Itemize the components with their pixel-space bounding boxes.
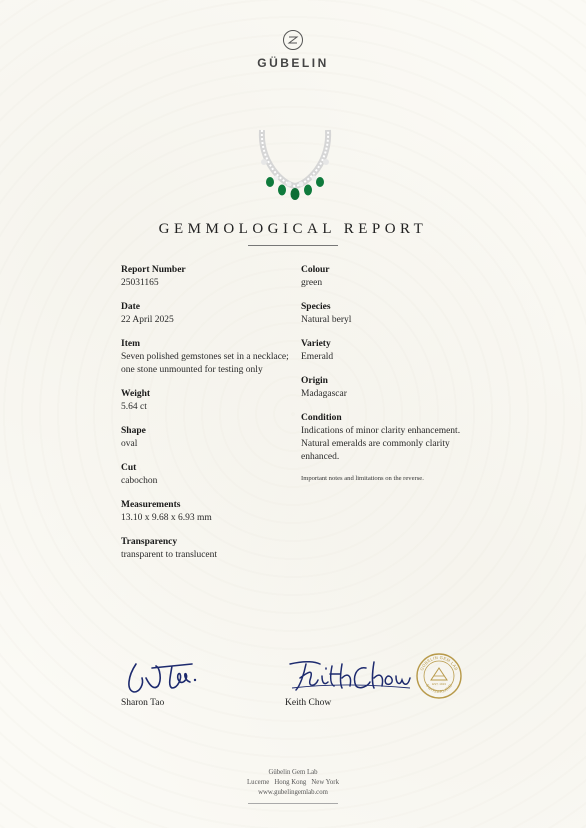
field-value: oval	[121, 439, 138, 449]
signer-name-tao: Sharon Tao	[121, 698, 165, 708]
field-value: Emerald	[301, 352, 334, 362]
field-transparency	[121, 536, 291, 562]
left-details-column	[121, 264, 291, 573]
field-date	[121, 301, 291, 327]
field-label: Transparency	[121, 537, 178, 547]
footer	[0, 768, 586, 798]
field-variety	[301, 338, 476, 364]
signature-keith-chow	[286, 654, 416, 696]
field-label: Condition	[301, 413, 342, 423]
field-label: Shape	[121, 426, 146, 436]
field-value: green	[301, 278, 323, 288]
reverse-note: Important notes and limitations on the reverse.	[301, 475, 424, 482]
field-label: Measurements	[121, 500, 181, 510]
signer-name-chow: Keith Chow	[285, 698, 332, 708]
lab-seal-stamp	[415, 652, 463, 700]
field-species	[301, 301, 476, 327]
field-value: Seven polished gemstones set in a necklace; one stone unmounted for testing only	[121, 352, 289, 375]
field-value: 13.10 x 9.68 x 6.93 mm	[121, 513, 212, 523]
svg-text:EST. 1923: EST. 1923	[432, 682, 446, 686]
footer-divider	[248, 803, 338, 804]
title-divider	[248, 245, 338, 246]
field-label: Item	[121, 339, 140, 349]
field-item	[121, 338, 291, 377]
footer-cities: Lucerne Hong Kong New York	[247, 779, 339, 786]
field-condition	[301, 412, 476, 464]
field-label: Report Number	[121, 265, 186, 275]
footer-lab-name: Gübelin Gem Lab	[268, 769, 318, 776]
field-cut	[121, 462, 291, 488]
field-report-number	[121, 264, 291, 290]
field-value: 5.64 ct	[121, 402, 147, 412]
field-value: 25031165	[121, 278, 159, 288]
logo-emblem-icon	[283, 30, 303, 50]
right-details-column	[301, 264, 476, 483]
field-origin	[301, 375, 476, 401]
signature-sharon-tao	[122, 656, 212, 698]
necklace-image	[252, 122, 338, 202]
field-value: Indications of minor clarity enhancement. Natural emeralds are commonly clarity enhanced.	[301, 426, 461, 462]
brand-logo	[0, 30, 586, 70]
field-label: Species	[301, 302, 331, 312]
field-value: Madagascar	[301, 389, 347, 399]
field-value: Natural beryl	[301, 315, 352, 325]
svg-text:GÜBELIN GEM LAB: GÜBELIN GEM LAB	[419, 654, 459, 672]
footer-website-link[interactable]: www.gubelingemlab.com	[258, 789, 328, 796]
field-value: cabochon	[121, 476, 158, 486]
field-label: Date	[121, 302, 140, 312]
svg-text:SWITZERLAND: SWITZERLAND	[424, 682, 454, 695]
field-shape	[121, 425, 291, 451]
brand-name: GÜBELIN	[257, 56, 329, 70]
field-label: Cut	[121, 463, 137, 473]
field-measurements	[121, 499, 291, 525]
field-label: Colour	[301, 265, 330, 275]
field-value: 22 April 2025	[121, 315, 174, 325]
field-label: Variety	[301, 339, 331, 349]
field-label: Weight	[121, 389, 151, 399]
field-value: transparent to translucent	[121, 550, 218, 560]
report-title: GEMMOLOGICAL REPORT	[158, 221, 428, 237]
field-label: Origin	[301, 376, 328, 386]
field-weight	[121, 388, 291, 414]
field-colour	[301, 264, 476, 290]
